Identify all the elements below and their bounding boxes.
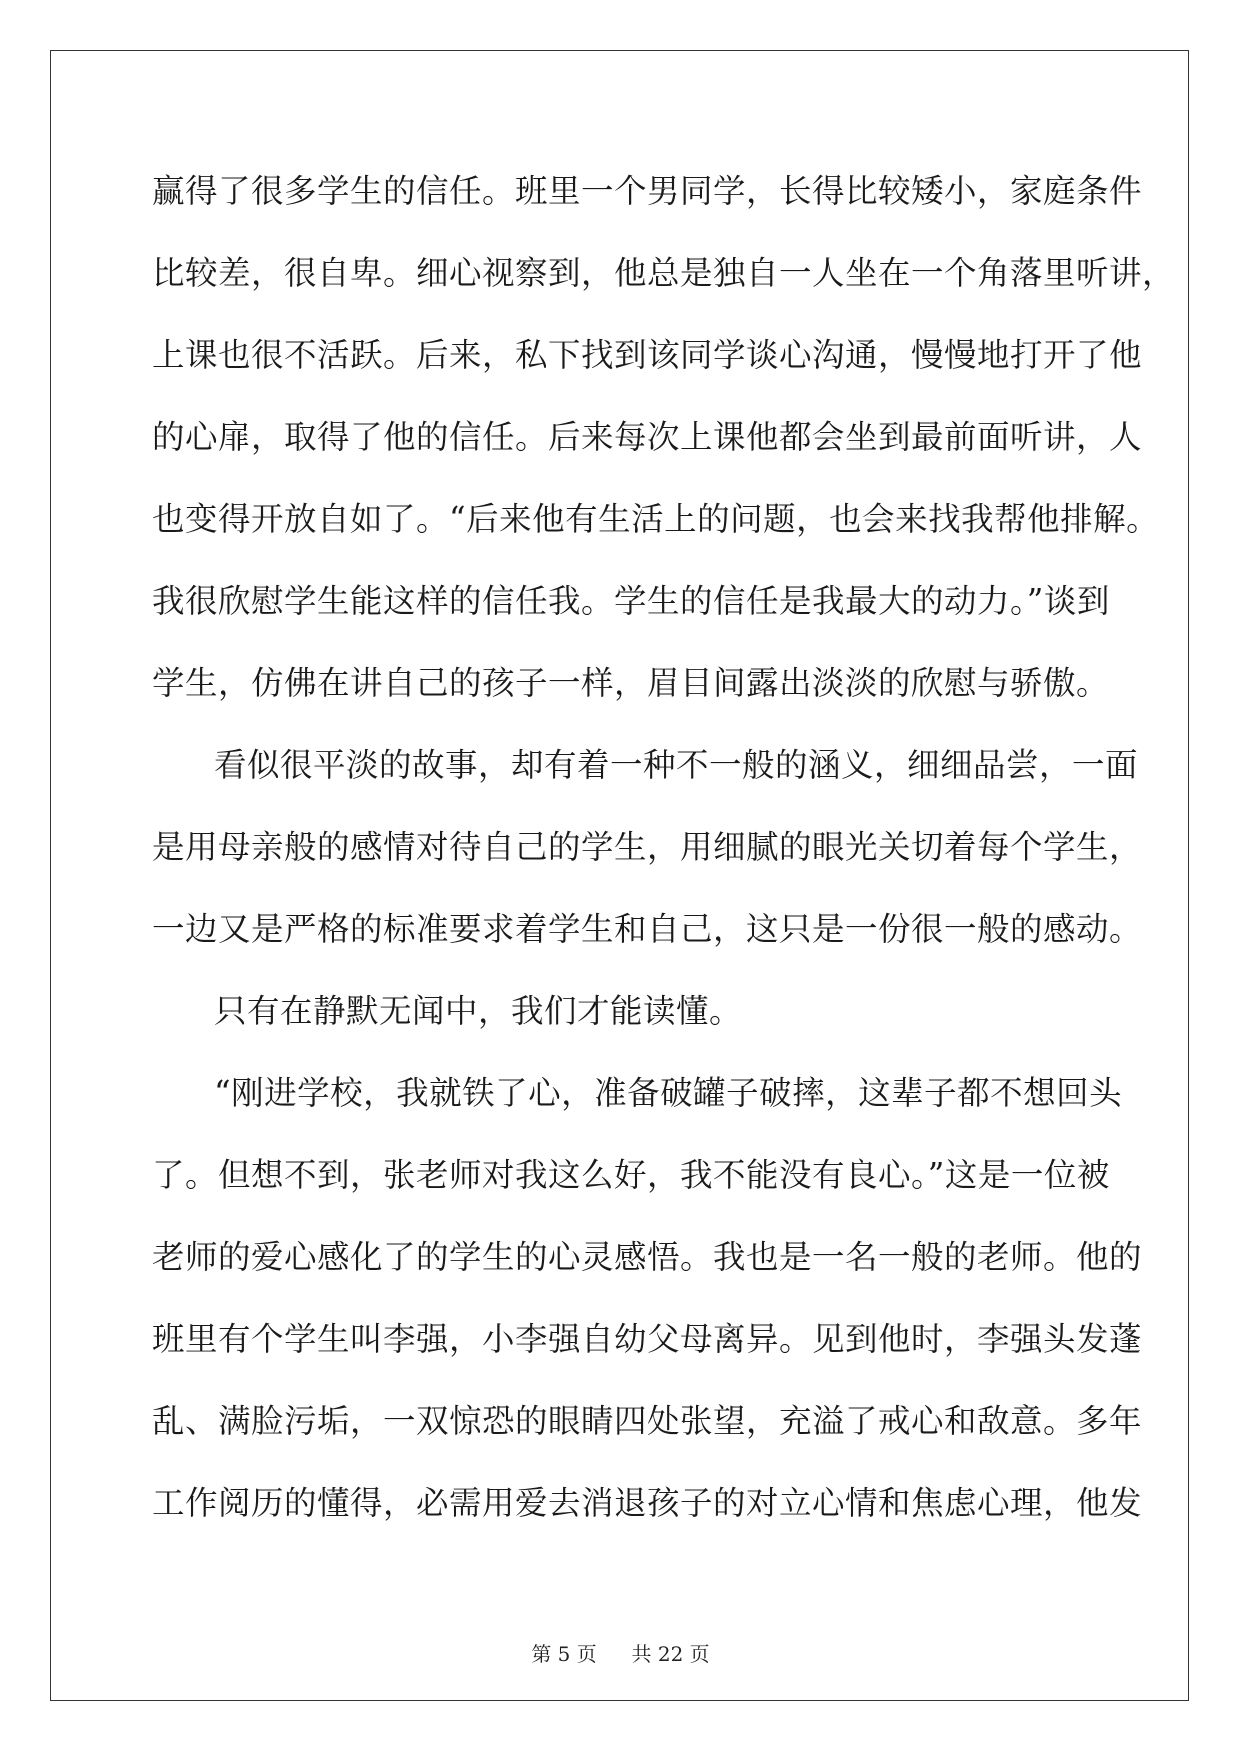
text-line: 是用母亲般的感情对待自己的学生，用细腻的眼光关切着每个学生，	[152, 828, 1143, 866]
page-footer	[0, 1638, 1241, 1667]
page-total: 共 22 页	[631, 1642, 710, 1666]
text-line: 只有在静默无闻中，我们才能读懂。	[214, 992, 743, 1030]
text-line: 乱、满脸污垢，一双惊恐的眼睛四处张望，充溢了戒心和敌意。多年	[152, 1402, 1143, 1440]
text-line: 了。但想不到，张老师对我这么好，我不能没有良心。”这是一位被	[152, 1156, 1110, 1194]
text-line: 班里有个学生叫李强，小李强自幼父母离异。见到他时，李强头发蓬	[152, 1320, 1143, 1358]
text-line: 一边又是严格的标准要求着学生和自己，这只是一份很一般的感动。	[152, 910, 1143, 948]
text-line: 工作阅历的懂得，必需用爱去消退孩子的对立心情和焦虑心理，他发	[152, 1484, 1143, 1522]
page-number: 第 5 页	[531, 1642, 597, 1666]
text-line: 比较差，很自卑。细心视察到，他总是独自一人坐在一个角落里听讲，	[152, 254, 1176, 292]
text-line: 的心扉，取得了他的信任。后来每次上课他都会坐到最前面听讲，人	[152, 418, 1143, 456]
text-line: 也变得开放自如了。“后来他有生活上的问题，也会来找我帮他排解。	[152, 500, 1160, 538]
document-body	[152, 160, 1176, 1554]
text-line: 老师的爱心感化了的学生的心灵感悟。我也是一名一般的老师。他的	[152, 1238, 1143, 1276]
text-line: “刚进学校，我就铁了心，准备破罐子破摔，这辈子都不想回头	[214, 1074, 1123, 1112]
text-line: 看似很平淡的故事，却有着一种不一般的涵义，细细品尝，一面	[214, 746, 1139, 784]
text-line: 上课也很不活跃。后来，私下找到该同学谈心沟通，慢慢地打开了他	[152, 336, 1143, 374]
text-line: 赢得了很多学生的信任。班里一个男同学，长得比较矮小，家庭条件	[152, 172, 1143, 210]
text-line: 学生，仿佛在讲自己的孩子一样，眉目间露出淡淡的欣慰与骄傲。	[152, 664, 1110, 702]
text-line: 我很欣慰学生能这样的信任我。学生的信任是我最大的动力。”谈到	[152, 582, 1110, 620]
